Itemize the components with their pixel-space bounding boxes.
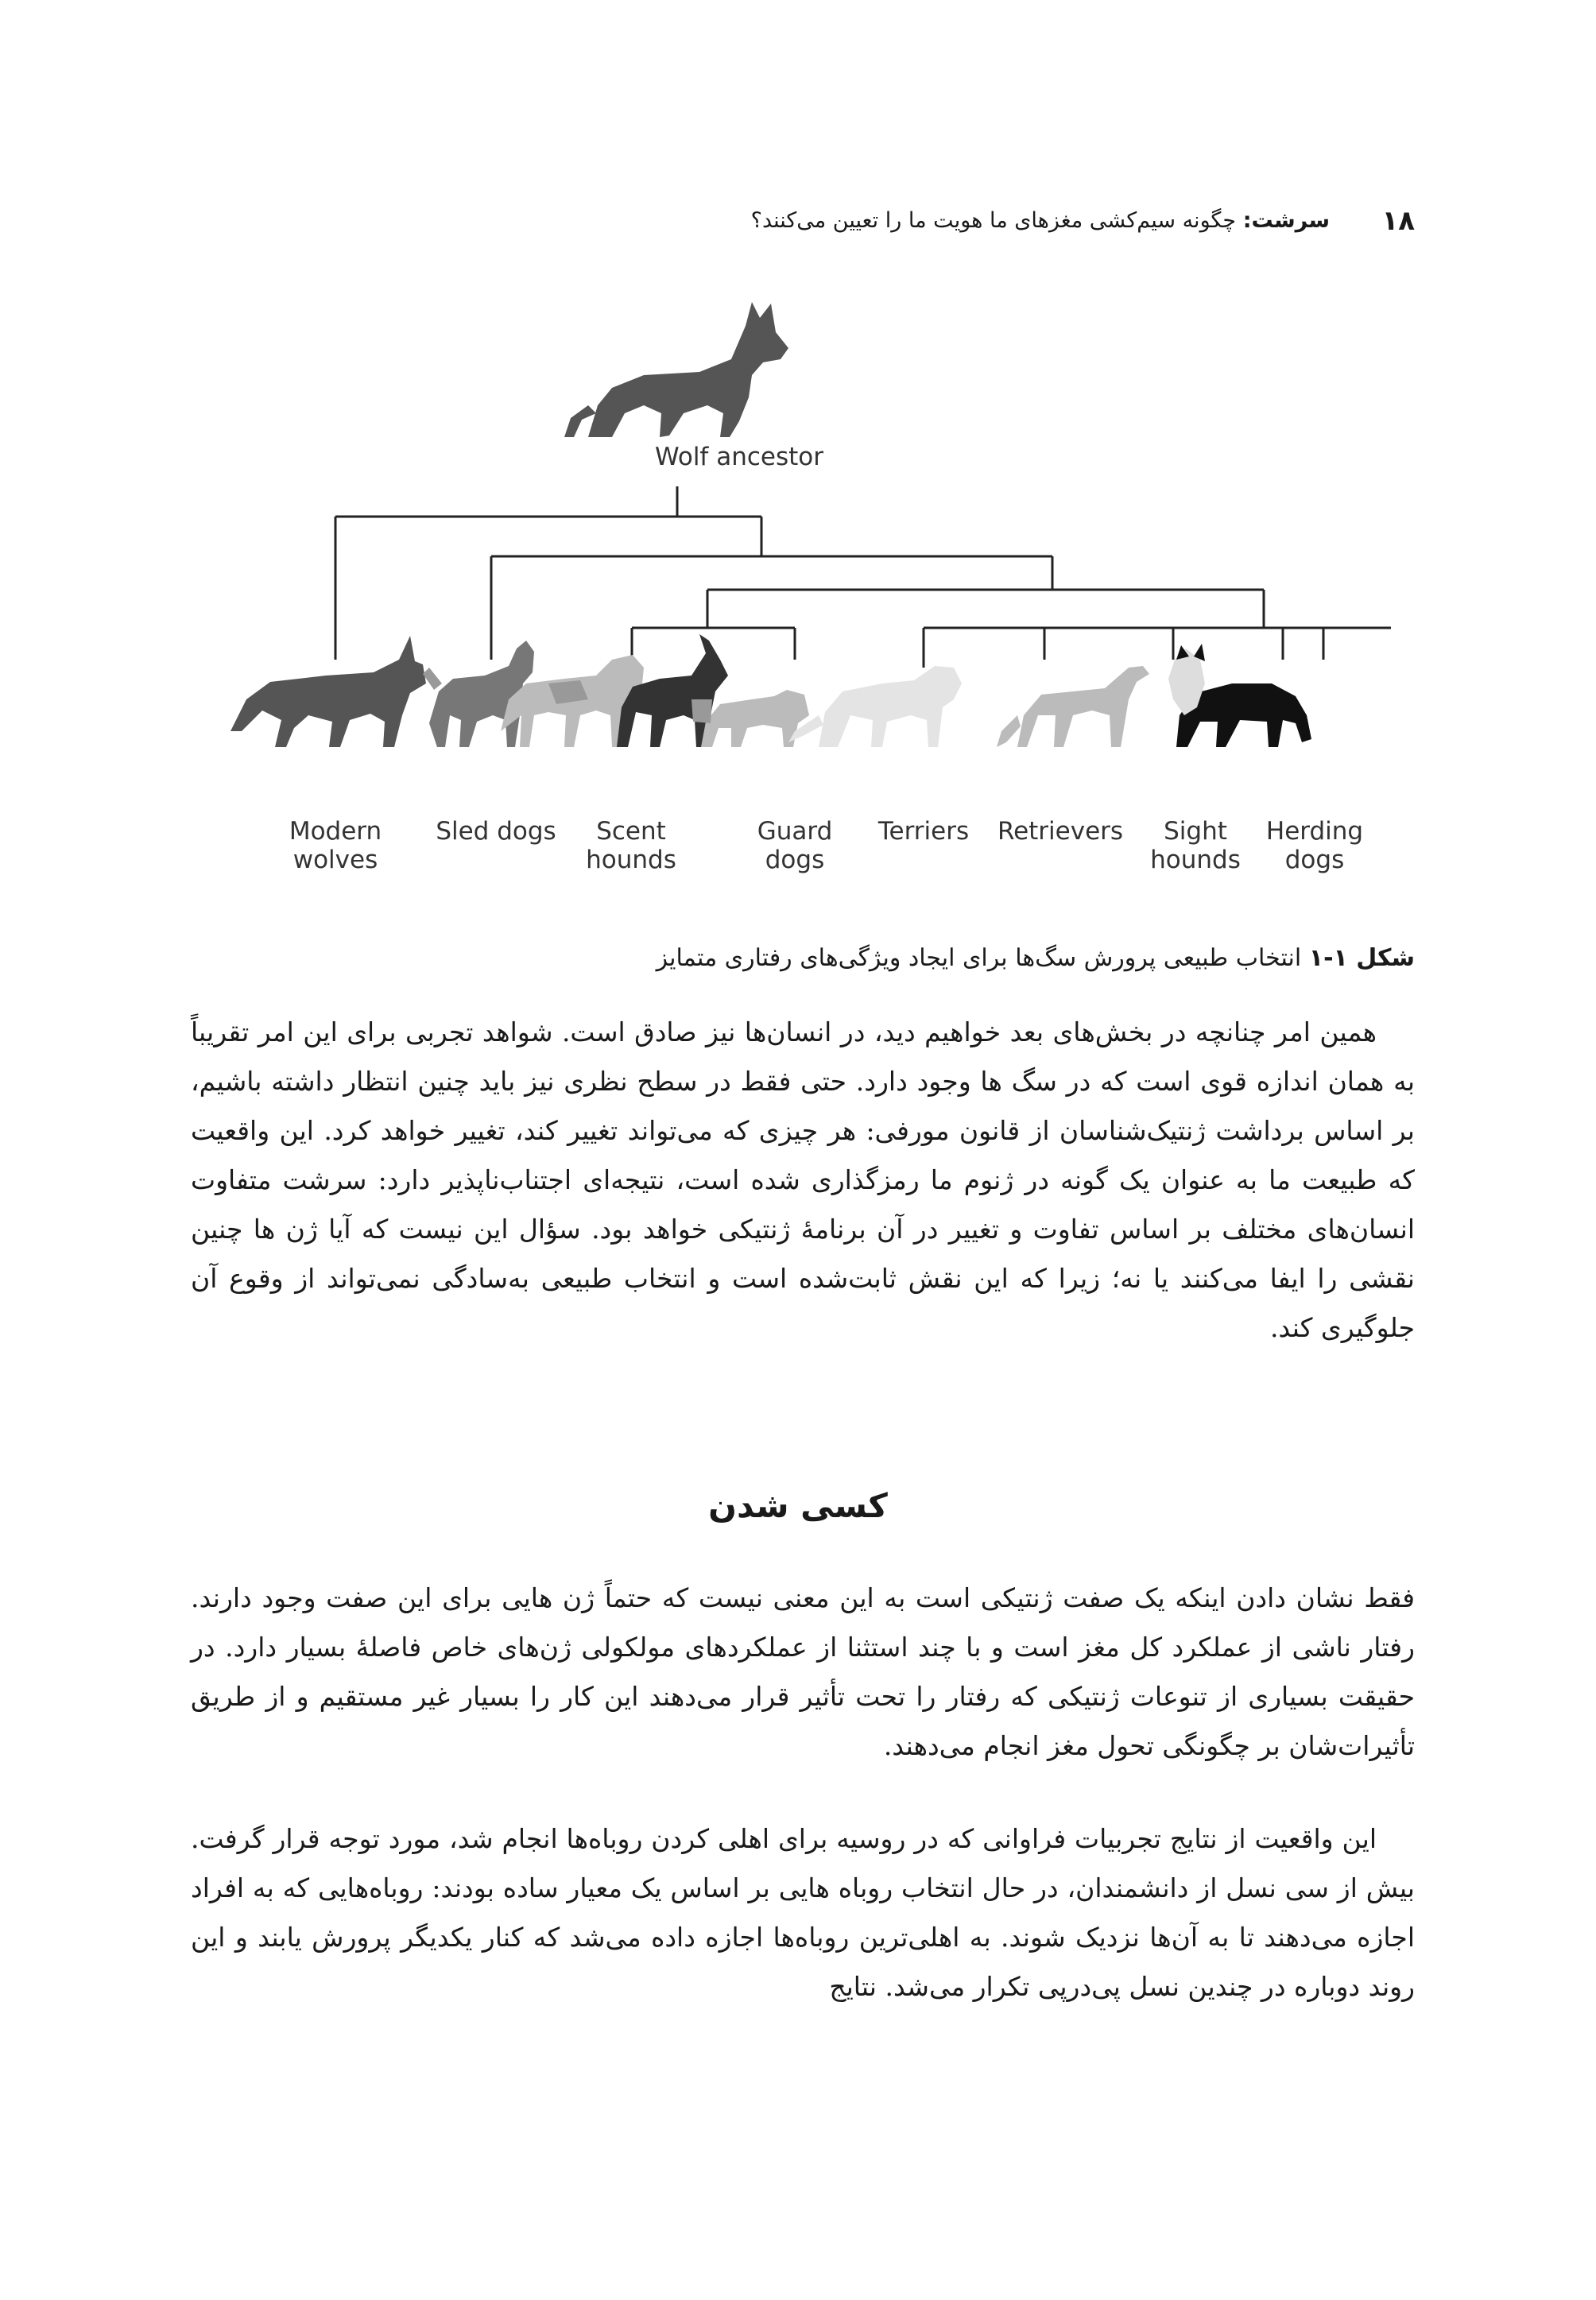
- body-paragraph-3: [191, 1814, 1415, 2012]
- book-subtitle: چگونه سیم‌کشی مغزهای ما هویت ما را تعیین می‌کنند؟: [750, 208, 1237, 233]
- dog-lineage-figure: [215, 286, 1391, 890]
- wolf-icon: [230, 636, 426, 747]
- retriever-icon: [788, 666, 962, 747]
- leaf-label-scent-hounds: Scent hounds: [586, 817, 676, 874]
- wolf-ancestor-label: Wolf ancestor: [655, 443, 823, 471]
- lineage-tree: [215, 286, 1391, 890]
- leaf-label-modern-wolves: Modern wolves: [289, 817, 382, 874]
- paragraph-text: این واقعیت از نتایج تجربیات فراوانی که در روسیه برای اهلی کردن روباه‌ها انجام شد، مورد توجه قرار گرفت. بیش از سی نسل از دانشمندان، در حال انتخاب روباه هایی بر اساس یک معیار ساده بودند: روباه‌هایی که به افراد اجازه می‌دهند تا به آن‌ها نزدیک شوند. به اهلی‌ترین روباه‌ها اجازه داده می‌شد که کنار یکدیگر پرورش یابند و این روند دوباره در چندین نسل پی‌درپی تکرار می‌شد. نتایج: [191, 1823, 1415, 2002]
- page-number: ۱۸: [1381, 205, 1415, 237]
- running-header: [0, 205, 1596, 253]
- leaf-label-herding-dogs: Herding dogs: [1265, 817, 1364, 874]
- tree-lines: [335, 486, 1391, 668]
- paragraph-text: همین امر چنانچه در بخش‌های بعد خواهیم دید، در انسان‌ها نیز صادق است. شواهد تجربی برای این امر تقریباً به همان اندازه قوی است که در سگ ها وجود دارد. حتی فقط در سطح نظری نیز باید چنین انتظار داشته باشیم، بر اساس برداشت ژنتیک‌شناسان از قانون مورفی: هر چیزی که می‌تواند تغییر کند، تغییر خواهد کرد. این واقعیت که طبیعت ما به عنوان یک گونه در ژنوم ما رمزگذاری شده است، نتیجه‌ای اجتناب‌ناپذیر دارد: سرشت متفاوت انسان‌های مختلف بر اساس تفاوت و تغییر در آن برنامۀ ژنتیکی خواهد بود. سؤال این نیست که آیا ژن ها چنین نقشی را ایفا می‌کنند یا نه؛ زیرا که این نقش ثابت‌شده است و انتخاب طبیعی به‌سادگی نمی‌تواند از وقوع آن جلوگیری کند.: [191, 1016, 1415, 1343]
- running-title: [751, 208, 1330, 233]
- paragraph-text: فقط نشان دادن اینکه یک صفت ژنتیکی است به این معنی نیست که حتماً ژن هایی برای این صفت وجود دارند. رفتار ناشی از عملکرد کل مغز است و با چند استثنا از عملکردهای مولکولی ژن‌های خاص فاصلۀ بسیار دارد. در حقیقت بسیاری از تنوعات ژنتیکی که رفتار را تحت تأثیر قرار می‌دهند این کار را بسیار غیر مستقیم و از طریق تأثیرات‌شان بر چگونگی تحول مغز انجام می‌دهند.: [191, 1582, 1415, 1761]
- herding-dog-icon: [1168, 644, 1311, 747]
- section-heading: کسی شدن: [708, 1486, 888, 1525]
- body-paragraph-2: [191, 1574, 1415, 1771]
- leaf-label-guard-dogs: Guard dogs: [757, 817, 833, 874]
- leaf-label-sled-dogs: Sled dogs: [436, 817, 556, 846]
- body-paragraph-1: [191, 1008, 1415, 1353]
- leaf-label-sight-hounds: Sight hounds: [1150, 817, 1241, 874]
- sight-hound-icon: [997, 666, 1149, 747]
- book-title: سرشت:: [1242, 208, 1330, 233]
- caption-number: شکل ۱-۱: [1308, 944, 1415, 972]
- wolf-ancestor-icon: [564, 302, 788, 437]
- leaf-label-retrievers: Retrievers: [997, 817, 1124, 846]
- figure-caption: [657, 944, 1415, 972]
- caption-text: انتخاب طبیعی پرورش سگ‌ها برای ایجاد ویژگی‌های رفتاری متمایز: [656, 944, 1302, 972]
- leaf-label-terriers: Terriers: [877, 817, 970, 846]
